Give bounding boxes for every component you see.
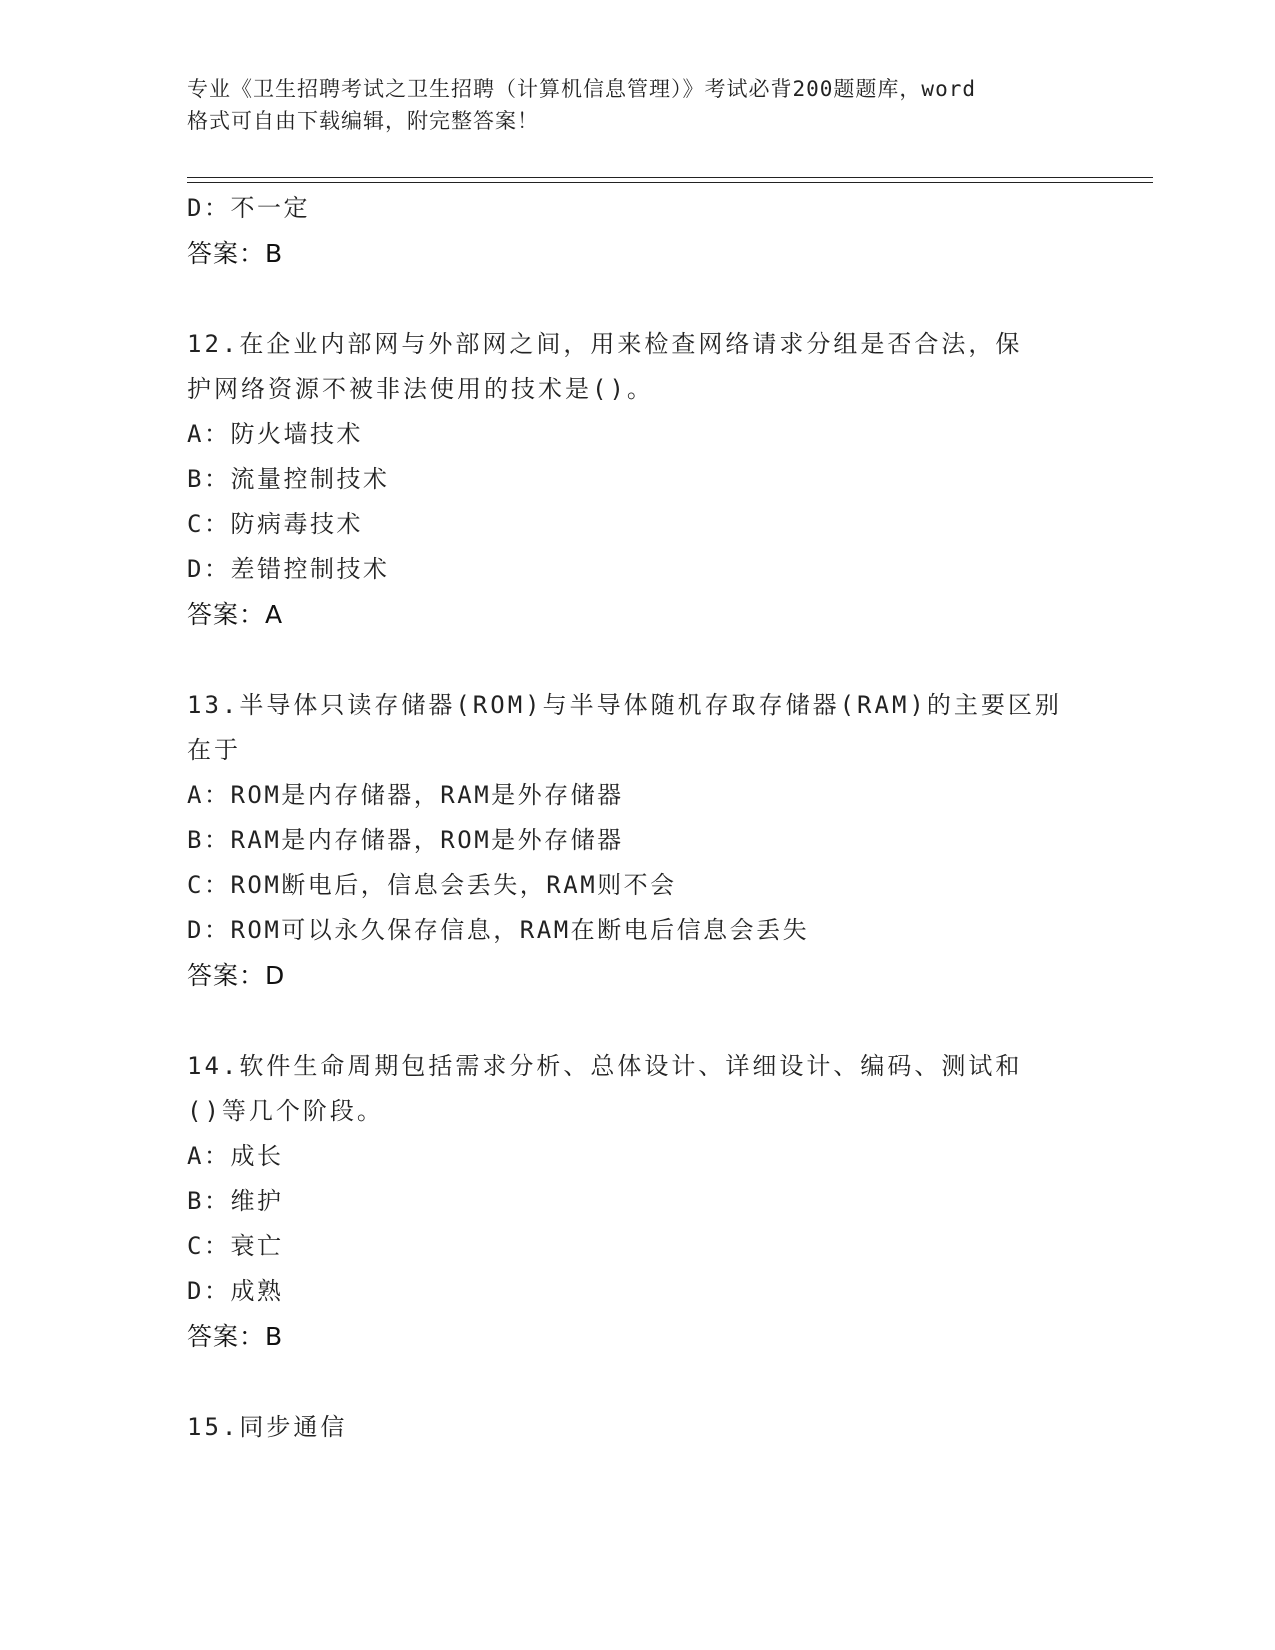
option-a: A：防火墙技术	[187, 420, 363, 448]
question-13	[187, 683, 1087, 998]
question-15	[187, 1405, 1087, 1450]
spacer	[187, 998, 1087, 1044]
answer-line: 答案：A	[187, 600, 284, 629]
spacer	[187, 1359, 1087, 1405]
option-d: D：不一定	[187, 194, 310, 222]
header-divider-bottom	[187, 182, 1153, 183]
option-b: B：维护	[187, 1187, 284, 1215]
header-line-1: 专业《卫生招聘考试之卫生招聘（计算机信息管理）》考试必背200题题库，word	[187, 77, 976, 101]
option-d: D：成熟	[187, 1277, 284, 1305]
option-a: A：ROM是内存储器，RAM是外存储器	[187, 781, 624, 809]
option-d: D：ROM可以永久保存信息，RAM在断电后信息会丢失	[187, 916, 810, 944]
document-header	[187, 73, 1087, 137]
header-divider-top	[187, 177, 1153, 178]
header-line-2: 格式可自由下载编辑，附完整答案！	[187, 109, 539, 133]
option-c: C：防病毒技术	[187, 510, 363, 538]
question-text-line-1: 15.同步通信	[187, 1413, 348, 1441]
option-d: D：差错控制技术	[187, 555, 390, 583]
spacer	[187, 276, 1087, 322]
answer-line: 答案：D	[187, 961, 286, 990]
option-c: C：衰亡	[187, 1232, 284, 1260]
answer-line: 答案：B	[187, 1322, 284, 1351]
spacer	[187, 637, 1087, 683]
question-12	[187, 322, 1087, 637]
question-text-line-1: 12.在企业内部网与外部网之间，用来检查网络请求分组是否合法，保	[187, 330, 1023, 358]
option-b: B：RAM是内存储器，ROM是外存储器	[187, 826, 624, 854]
option-a: A：成长	[187, 1142, 284, 1170]
question-content	[187, 186, 1087, 1450]
option-b: B：流量控制技术	[187, 465, 390, 493]
question-11-tail	[187, 186, 1087, 276]
question-text-line-2: 在于	[187, 736, 241, 764]
question-text-line-1: 13.半导体只读存储器(ROM)与半导体随机存取存储器(RAM)的主要区别	[187, 691, 1062, 719]
question-text-line-2: ()等几个阶段。	[187, 1097, 384, 1125]
question-text-line-2: 护网络资源不被非法使用的技术是()。	[187, 375, 654, 403]
question-14	[187, 1044, 1087, 1359]
question-text-line-1: 14.软件生命周期包括需求分析、总体设计、详细设计、编码、测试和	[187, 1052, 1023, 1080]
option-c: C：ROM断电后，信息会丢失，RAM则不会	[187, 871, 677, 899]
answer-line: 答案：B	[187, 239, 284, 268]
